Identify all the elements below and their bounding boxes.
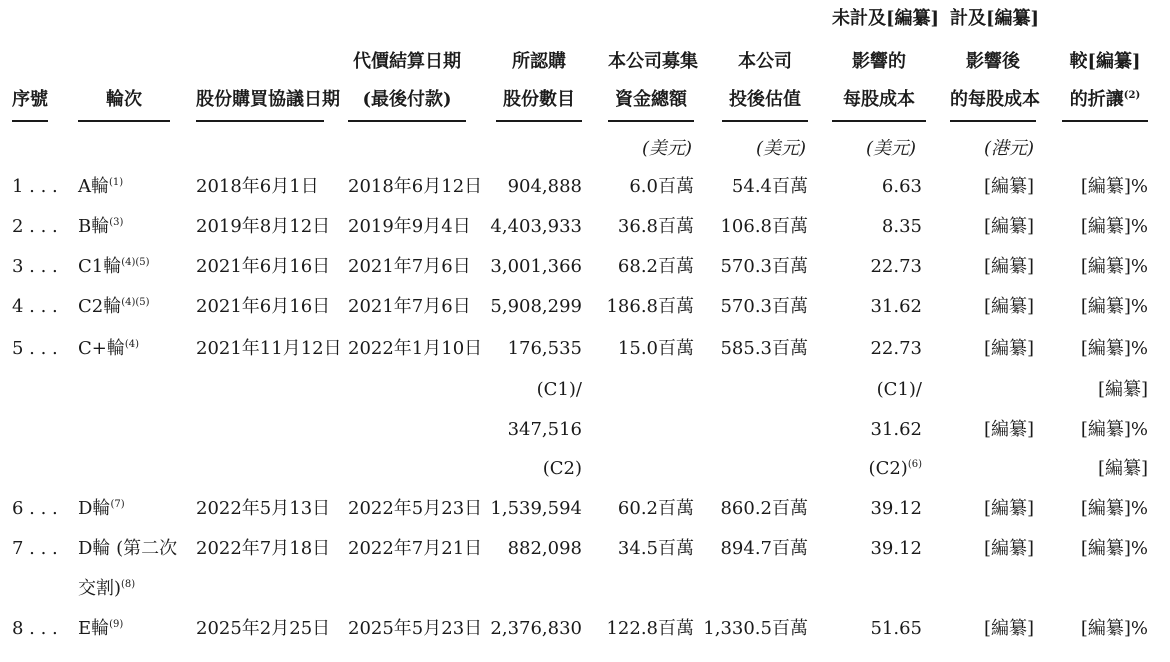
header-cost-hkd-line3: 的每股成本 <box>950 89 1040 110</box>
discount-value: [編纂]% <box>1080 538 1148 559</box>
cost-usd-value: 39.12 <box>870 498 922 519</box>
cost-hkd-extra: [編纂] <box>983 419 1034 440</box>
cost-hkd-value: [編纂] <box>983 338 1034 359</box>
cost-usd-value: 22.73 <box>870 338 922 359</box>
settlement-date: 2019年9月4日 <box>348 216 471 237</box>
header-valuation-line1: 本公司 <box>738 51 792 72</box>
round-label-continued: 交割) <box>78 578 122 599</box>
shares-c1-value: 347,516 <box>507 419 582 440</box>
header-valuation-line2: 投後估值 <box>729 89 801 110</box>
discount-extra-3: [編纂] <box>1097 458 1148 479</box>
discount-value: [編纂]% <box>1080 498 1148 519</box>
unit-valuation: (美元) <box>755 138 806 159</box>
proceeds-value: 36.8百萬 <box>617 216 694 237</box>
header-shares-line2: 股份數目 <box>503 89 575 110</box>
shares-value: 176,535 <box>507 338 582 359</box>
cost-hkd-value: [編纂] <box>983 176 1034 197</box>
cost-usd-value: 6.63 <box>881 176 922 197</box>
footnote-marker: (3) <box>109 217 124 228</box>
shares-value: 5,908,299 <box>490 296 582 317</box>
header-shares-line1: 所認購 <box>512 51 566 72</box>
round-name <box>78 178 123 196</box>
settlement-date: 2022年7月21日 <box>348 538 483 559</box>
settlement-date: 2022年5月23日 <box>348 498 483 519</box>
footnote-marker: (2) <box>1123 90 1141 101</box>
cost-usd-value: 51.65 <box>870 618 922 639</box>
cost-usd-value: 8.35 <box>881 216 922 237</box>
round-name <box>78 218 123 236</box>
row-number: 6 . . . <box>12 498 58 519</box>
header-underline <box>78 120 170 122</box>
header-underline <box>608 120 694 122</box>
valuation-value: 106.8百萬 <box>720 216 808 237</box>
discount-extra-1: [編纂] <box>1097 379 1148 400</box>
agreement-date: 2021年6月16日 <box>196 296 331 317</box>
cost-c1: (C1)/ <box>876 379 922 400</box>
header-cost-usd-line2: 影響的 <box>852 51 906 72</box>
round-name <box>78 540 177 558</box>
header-agreement-date: 股份購買協議日期 <box>196 89 340 110</box>
agreement-date: 2019年8月12日 <box>196 216 331 237</box>
header-underline <box>722 120 808 122</box>
round-label: D輪 (第二次 <box>78 538 178 559</box>
discount-value: [編纂]% <box>1080 618 1148 639</box>
shares-value: 882,098 <box>507 538 582 559</box>
header-underline <box>12 120 48 122</box>
footnote-marker: (8) <box>121 579 136 590</box>
discount-value: [編纂]% <box>1080 338 1148 359</box>
valuation-value: 570.3百萬 <box>720 296 808 317</box>
header-no: 序號 <box>12 89 48 110</box>
shares-value: 3,001,366 <box>490 256 582 277</box>
footnote-marker: (6) <box>907 459 922 470</box>
footnote-marker: (4)(5) <box>121 297 150 308</box>
valuation-value: 54.4百萬 <box>731 176 808 197</box>
round-name <box>78 298 150 316</box>
proceeds-value: 68.2百萬 <box>617 256 694 277</box>
row-number: 3 . . . <box>12 256 58 277</box>
header-underline <box>496 120 582 122</box>
header-cost-usd-line1: 未計及[編纂] <box>832 8 940 29</box>
header-proceeds-line1: 本公司募集 <box>608 51 698 72</box>
settlement-date: 2022年1月10日 <box>348 338 483 359</box>
round-label: C2輪 <box>78 296 122 317</box>
shares-value: 904,888 <box>507 176 582 197</box>
row-number: 7 . . . <box>12 538 58 559</box>
proceeds-value: 15.0百萬 <box>617 338 694 359</box>
cost-hkd-value: [編纂] <box>983 296 1034 317</box>
header-cost-hkd-line1: 計及[編纂] <box>950 8 1040 29</box>
shares-c1: (C1)/ <box>536 379 582 400</box>
round-name <box>78 500 125 518</box>
valuation-value: 894.7百萬 <box>720 538 808 559</box>
proceeds-value: 122.8百萬 <box>606 618 694 639</box>
agreement-date: 2018年6月1日 <box>196 176 319 197</box>
cost-usd-value: 22.73 <box>870 256 922 277</box>
discount-value: [編纂]% <box>1080 216 1148 237</box>
discount-value: [編纂]% <box>1080 296 1148 317</box>
row-number: 2 . . . <box>12 216 58 237</box>
agreement-date: 2022年7月18日 <box>196 538 331 559</box>
footnote-marker: (1) <box>109 177 124 188</box>
cost-hkd-value: [編纂] <box>983 256 1034 277</box>
round-label: B輪 <box>78 216 110 237</box>
cost-c2 <box>869 460 922 478</box>
cost-hkd-value: [編纂] <box>983 538 1034 559</box>
valuation-value: 585.3百萬 <box>720 338 808 359</box>
row-number: 4 . . . <box>12 296 58 317</box>
round-label: C+輪 <box>78 338 125 359</box>
proceeds-value: 34.5百萬 <box>617 538 694 559</box>
cost-usd-value: 39.12 <box>870 538 922 559</box>
discount-value: [編纂]% <box>1080 176 1148 197</box>
header-round: 輪次 <box>106 89 142 110</box>
row-number: 1 . . . <box>12 176 58 197</box>
row-number: 8 . . . <box>12 618 58 639</box>
unit-proceeds: (美元) <box>641 138 692 159</box>
proceeds-value: 186.8百萬 <box>606 296 694 317</box>
agreement-date: 2021年11月12日 <box>196 338 342 359</box>
settlement-date: 2025年5月23日 <box>348 618 483 639</box>
header-proceeds-line2: 資金總額 <box>615 89 687 110</box>
valuation-value: 1,330.5百萬 <box>703 618 808 639</box>
settlement-date: 2021年7月6日 <box>348 296 471 317</box>
footnote-marker: (7) <box>110 499 125 510</box>
cost-c2-text: (C2) <box>868 458 908 479</box>
footnote-marker: (4) <box>124 339 140 350</box>
cost-usd-value: 31.62 <box>870 296 922 317</box>
round-label: C1輪 <box>78 256 122 277</box>
cost-hkd-value: [編纂] <box>983 216 1034 237</box>
header-underline <box>950 120 1036 122</box>
header-discount-line1: 較[編纂] <box>1069 51 1141 72</box>
round-label: E輪 <box>78 618 110 639</box>
valuation-value: 860.2百萬 <box>720 498 808 519</box>
unit-cost-usd: (美元) <box>865 138 916 159</box>
round-label: D輪 <box>78 498 111 519</box>
cost-c1-value: 31.62 <box>870 419 922 440</box>
row-number: 5 . . . <box>12 338 58 359</box>
header-cost-usd-line3: 每股成本 <box>843 89 915 110</box>
round-name <box>78 258 150 276</box>
agreement-date: 2021年6月16日 <box>196 256 331 277</box>
settlement-date: 2021年7月6日 <box>348 256 471 277</box>
shares-value: 1,539,594 <box>490 498 582 519</box>
shares-value: 2,376,830 <box>490 618 582 639</box>
round-label: A輪 <box>78 176 109 197</box>
unit-cost-hkd: (港元) <box>983 138 1034 159</box>
agreement-date: 2025年2月25日 <box>196 618 331 639</box>
header-settlement-line2: (最後付款) <box>362 89 452 110</box>
cost-hkd-value: [編纂] <box>983 498 1034 519</box>
agreement-date: 2022年5月13日 <box>196 498 331 519</box>
header-cost-hkd-line2: 影響後 <box>966 51 1020 72</box>
discount-value: [編纂]% <box>1080 256 1148 277</box>
settlement-date: 2018年6月12日 <box>348 176 483 197</box>
footnote-marker: (9) <box>109 619 124 630</box>
round-name <box>78 620 123 638</box>
proceeds-value: 60.2百萬 <box>617 498 694 519</box>
shares-c2: (C2) <box>542 458 582 479</box>
header-settlement-line1: 代價結算日期 <box>353 51 461 72</box>
shares-value: 4,403,933 <box>490 216 582 237</box>
header-discount-text: 的折讓 <box>1069 89 1124 110</box>
round-name-continued <box>78 580 135 598</box>
discount-extra-2: [編纂]% <box>1080 419 1148 440</box>
valuation-value: 570.3百萬 <box>720 256 808 277</box>
header-underline <box>348 120 466 122</box>
header-underline <box>832 120 926 122</box>
proceeds-value: 6.0百萬 <box>629 176 694 197</box>
footnote-marker: (4)(5) <box>121 257 150 268</box>
round-name <box>78 340 139 358</box>
header-underline <box>1062 120 1148 122</box>
header-discount-line2 <box>1062 91 1148 109</box>
cost-hkd-value: [編纂] <box>983 618 1034 639</box>
header-underline <box>196 120 324 122</box>
